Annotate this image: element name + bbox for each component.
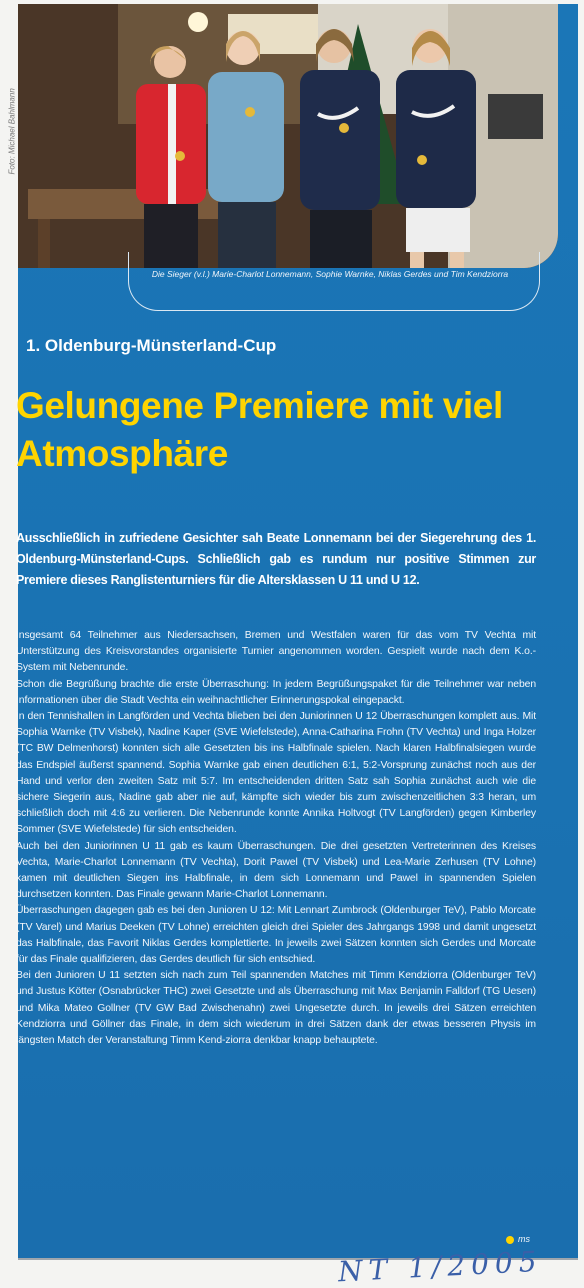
article-headline: Gelungene Premiere mit viel Atmosphäre [16, 385, 503, 474]
photo-caption: Die Sieger (v.l.) Marie-Charlot Lonnemann, Sophie Warnke, Niklas Gerdes und Tim Kendziorra [151, 269, 509, 279]
body-paragraph: Auch bei den Juniorinnen U 11 gab es kaum Überraschungen. Die drei gesetzten Vertreterinnen des Kreises Vechta, Marie-Charlot Lonnemann (TV Vechta), Dorit Pawel (TV Visbek) und Lea-Marie Zerhusen (TV Lohne) kamen mit deutlichen Siegen ins Halbfinale, in dem sich Lonnemann und Pawel in spannenden Spielen durchsetzen konnten. Das Finale gewann Marie-Charlot Lonnemann. [16, 840, 536, 901]
body-paragraph: Insgesamt 64 Teilnehmer aus Niedersachsen, Bremen und Westfalen waren für das vom TV Vechta mit Unterstützung des Kreisvorstandes organisierte Turnier angenommen worden. Gespielt wurde nach dem K.o.-System mit Nebenrunde. [16, 630, 536, 674]
winners-photo [18, 4, 558, 268]
body-paragraph: In den Tennishallen in Langförden und Vechta blieben bei den Juniorinnen U 12 Überraschungen komplett aus. Mit Sophia Warnke (TV Visbek), Nadine Kaper (SVE Wiefelstede), Anna-Catharina Frohn (TV Vechta) und Inga Holzer (TC BW Delmenhorst) konnten sich alle Gesetzten bis ins Halbfinale spielen. Nach klaren Halbfinalsiegen wurde das Endspiel äußerst spannend. Sophia Warnke gab einen deutlichen 6:1, 5:2-Vorsprung zunächst noch aus der Hand und verlor den zweiten Satz mit 5:7. Im entscheidenden dritten Satz sah Sophia zunächst auch wie die sichere Siegerin aus, Nadine gab aber nie auf, kämpfte sich wieder bis zum zwischenzeitlichen 3:3 heran, um schließlich doch mit 4:6 zu verlieren. Die Nebenrunde konnte Annika Holtvogt (TV Langförden) gegen Kimberley Sommer (SVE Wiefelstede) für sich entscheiden. [16, 711, 536, 836]
handwritten-note: NT 1/2005 [337, 1244, 544, 1288]
author-initials: ms [518, 1234, 530, 1244]
body-paragraph: Bei den Junioren U 11 setzten sich nach zum Teil spannenden Matches mit Timm Kendziorra (Oldenburger TeV) und Justus Kötter (Osnabrücker THC) zwei Gesetzte und als Überraschung mit Max Benjamin Falldorf (TG Uesen) und Mika Mateo Gollner (TV GW Bad Zwischenahn) zwei Ungesetzte durch. In jeweils drei Sätzen erreichten Kendziorra und Göllner das Finale, in dem sich wiederum in drei Sätzen dank der etwas besseren Physis im längsten Match der Veranstaltung Timm Kend-ziorra denkbar knapp behauptete. [16, 970, 536, 1047]
winners-photo-image [18, 4, 558, 268]
body-paragraph: Schon die Begrüßung brachte die erste Überraschung: In jedem Begrüßungspaket für die Teilnehmer war neben Informationen über die Stadt Vechta ein weihnachtlicher Erinnerungspokal eingepackt. [16, 678, 536, 706]
end-dot-icon [506, 1236, 514, 1244]
article-body [16, 628, 536, 1049]
article-lead: Ausschließlich in zufriedene Gesichter sah Beate Lonnemann bei der Siegerehrung des 1. Oldenburg-Münsterland-Cups. Schließlich gab es rundum nur positive Stimmen zur Premiere dieses Ranglistenturniers für die Altersklassen U 11 und U 12. [16, 531, 536, 587]
article-kicker: 1. Oldenburg-Münsterland-Cup [26, 336, 277, 355]
caption-box [128, 252, 540, 311]
photo-credit: Foto: Michael Bahlmann [7, 88, 17, 175]
body-paragraph: Überraschungen dagegen gab es bei den Junioren U 12: Mit Lennart Zumbrock (Oldenburger TeV), Pablo Morcate (TV Varel) und Marius Deeken (TV Lohne) erreichten gleich drei Spieler des Jahrgangs 1998 und damit ungesetzt das Halbfinale, das Favorit Niklas Gerdes komplettierte. In jeweils zwei Sätzen konnten sich Gerdes und Morcate für das Finale qualifizieren, das Gerdes deutlich für sich entschied. [16, 905, 536, 966]
author-mark [506, 1234, 530, 1244]
